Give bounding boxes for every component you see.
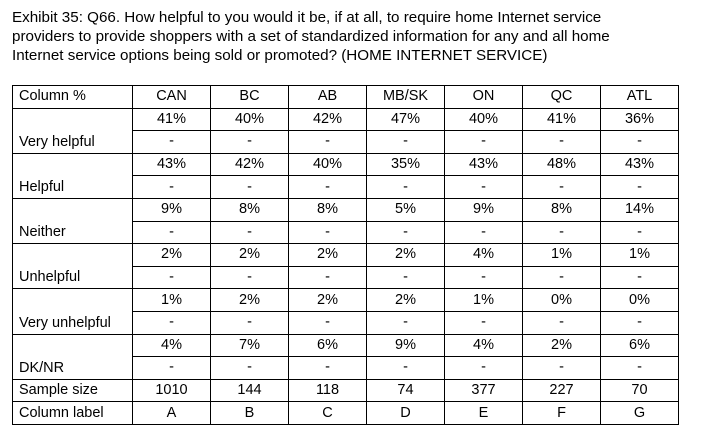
table-row xyxy=(13,334,679,357)
column-header: AB xyxy=(289,86,367,109)
row-label: Neither xyxy=(13,198,133,243)
table-row xyxy=(13,153,679,176)
significance-cell: - xyxy=(601,357,679,380)
column-label-cell: C xyxy=(289,402,367,425)
column-header: CAN xyxy=(133,86,211,109)
column-label-cell: A xyxy=(133,402,211,425)
column-header: ATL xyxy=(601,86,679,109)
percent-cell: 2% xyxy=(133,244,211,267)
percent-cell: 9% xyxy=(445,198,523,221)
sample-size-cell: 144 xyxy=(211,379,289,402)
percent-cell: 1% xyxy=(523,244,601,267)
sample-size-cell: 74 xyxy=(367,379,445,402)
percent-cell: 8% xyxy=(289,198,367,221)
significance-cell: - xyxy=(133,131,211,154)
significance-cell: - xyxy=(523,176,601,199)
column-header: QC xyxy=(523,86,601,109)
percent-cell: 9% xyxy=(133,198,211,221)
significance-cell: - xyxy=(133,266,211,289)
significance-cell: - xyxy=(289,221,367,244)
significance-cell: - xyxy=(367,311,445,334)
percent-cell: 40% xyxy=(211,108,289,131)
significance-cell: - xyxy=(211,357,289,380)
percent-cell: 1% xyxy=(601,244,679,267)
significance-cell: - xyxy=(445,176,523,199)
column-label-cell: B xyxy=(211,402,289,425)
percent-cell: 0% xyxy=(523,289,601,312)
percent-cell: 2% xyxy=(367,289,445,312)
significance-cell: - xyxy=(367,221,445,244)
percent-cell: 14% xyxy=(601,198,679,221)
row-label: Very helpful xyxy=(13,108,133,153)
percent-cell: 1% xyxy=(445,289,523,312)
significance-cell: - xyxy=(445,357,523,380)
significance-cell: - xyxy=(133,221,211,244)
percent-cell: 36% xyxy=(601,108,679,131)
significance-cell: - xyxy=(445,221,523,244)
significance-cell: - xyxy=(367,131,445,154)
header-row xyxy=(13,86,679,109)
row-label: DK/NR xyxy=(13,334,133,379)
column-label-cell: D xyxy=(367,402,445,425)
significance-cell: - xyxy=(211,131,289,154)
percent-cell: 41% xyxy=(133,108,211,131)
row-label: Very unhelpful xyxy=(13,289,133,334)
significance-cell: - xyxy=(523,311,601,334)
header-label: Column % xyxy=(13,86,133,109)
percent-cell: 6% xyxy=(289,334,367,357)
percent-cell: 8% xyxy=(211,198,289,221)
column-label-cell: E xyxy=(445,402,523,425)
percent-cell: 6% xyxy=(601,334,679,357)
significance-cell: - xyxy=(367,176,445,199)
percent-cell: 48% xyxy=(523,153,601,176)
significance-cell: - xyxy=(211,221,289,244)
significance-cell: - xyxy=(133,176,211,199)
column-label-cell: F xyxy=(523,402,601,425)
percent-cell: 2% xyxy=(367,244,445,267)
column-label-label: Column label xyxy=(13,402,133,425)
exhibit-title xyxy=(12,8,692,65)
results-table-body xyxy=(13,86,679,425)
sample-size-cell: 70 xyxy=(601,379,679,402)
significance-cell: - xyxy=(289,131,367,154)
significance-cell: - xyxy=(289,357,367,380)
percent-cell: 43% xyxy=(133,153,211,176)
percent-cell: 42% xyxy=(289,108,367,131)
significance-cell: - xyxy=(523,131,601,154)
percent-cell: 40% xyxy=(289,153,367,176)
significance-cell: - xyxy=(133,357,211,380)
significance-cell: - xyxy=(445,131,523,154)
percent-cell: 8% xyxy=(523,198,601,221)
sample-size-cell: 227 xyxy=(523,379,601,402)
significance-cell: - xyxy=(601,311,679,334)
significance-cell: - xyxy=(211,311,289,334)
significance-cell: - xyxy=(601,131,679,154)
table-row xyxy=(13,198,679,221)
percent-cell: 4% xyxy=(445,334,523,357)
percent-cell: 2% xyxy=(211,244,289,267)
row-label: Unhelpful xyxy=(13,244,133,289)
percent-cell: 2% xyxy=(289,289,367,312)
significance-cell: - xyxy=(445,311,523,334)
percent-cell: 0% xyxy=(601,289,679,312)
significance-cell: - xyxy=(211,176,289,199)
column-header: BC xyxy=(211,86,289,109)
percent-cell: 43% xyxy=(445,153,523,176)
percent-cell: 42% xyxy=(211,153,289,176)
percent-cell: 40% xyxy=(445,108,523,131)
significance-cell: - xyxy=(523,357,601,380)
sample-size-cell: 118 xyxy=(289,379,367,402)
significance-cell: - xyxy=(523,221,601,244)
significance-cell: - xyxy=(523,266,601,289)
percent-cell: 41% xyxy=(523,108,601,131)
significance-cell: - xyxy=(133,311,211,334)
sample-size-cell: 377 xyxy=(445,379,523,402)
table-row xyxy=(13,244,679,267)
column-label-row xyxy=(13,402,679,425)
percent-cell: 7% xyxy=(211,334,289,357)
significance-cell: - xyxy=(211,266,289,289)
percent-cell: 1% xyxy=(133,289,211,312)
significance-cell: - xyxy=(289,311,367,334)
percent-cell: 4% xyxy=(445,244,523,267)
sample-size-row xyxy=(13,379,679,402)
title-line-1: Exhibit 35: Q66. How helpful to you would it be, if at all, to require home Internet service xyxy=(12,9,602,26)
title-line-3: Internet service options being sold or promoted? (HOME INTERNET SERVICE) xyxy=(12,47,548,64)
significance-cell: - xyxy=(601,221,679,244)
table-row xyxy=(13,108,679,131)
column-header: MB/SK xyxy=(367,86,445,109)
significance-cell: - xyxy=(289,266,367,289)
percent-cell: 35% xyxy=(367,153,445,176)
row-label: Helpful xyxy=(13,153,133,198)
sample-size-label: Sample size xyxy=(13,379,133,402)
column-header: ON xyxy=(445,86,523,109)
percent-cell: 4% xyxy=(133,334,211,357)
percent-cell: 43% xyxy=(601,153,679,176)
percent-cell: 2% xyxy=(523,334,601,357)
percent-cell: 9% xyxy=(367,334,445,357)
percent-cell: 5% xyxy=(367,198,445,221)
results-table xyxy=(12,85,679,425)
significance-cell: - xyxy=(367,266,445,289)
table-row xyxy=(13,289,679,312)
title-line-2: providers to provide shoppers with a set of standardized information for any and all home xyxy=(12,28,610,45)
significance-cell: - xyxy=(601,266,679,289)
significance-cell: - xyxy=(367,357,445,380)
percent-cell: 2% xyxy=(211,289,289,312)
sample-size-cell: 1010 xyxy=(133,379,211,402)
percent-cell: 47% xyxy=(367,108,445,131)
significance-cell: - xyxy=(289,176,367,199)
column-label-cell: G xyxy=(601,402,679,425)
percent-cell: 2% xyxy=(289,244,367,267)
significance-cell: - xyxy=(601,176,679,199)
significance-cell: - xyxy=(445,266,523,289)
